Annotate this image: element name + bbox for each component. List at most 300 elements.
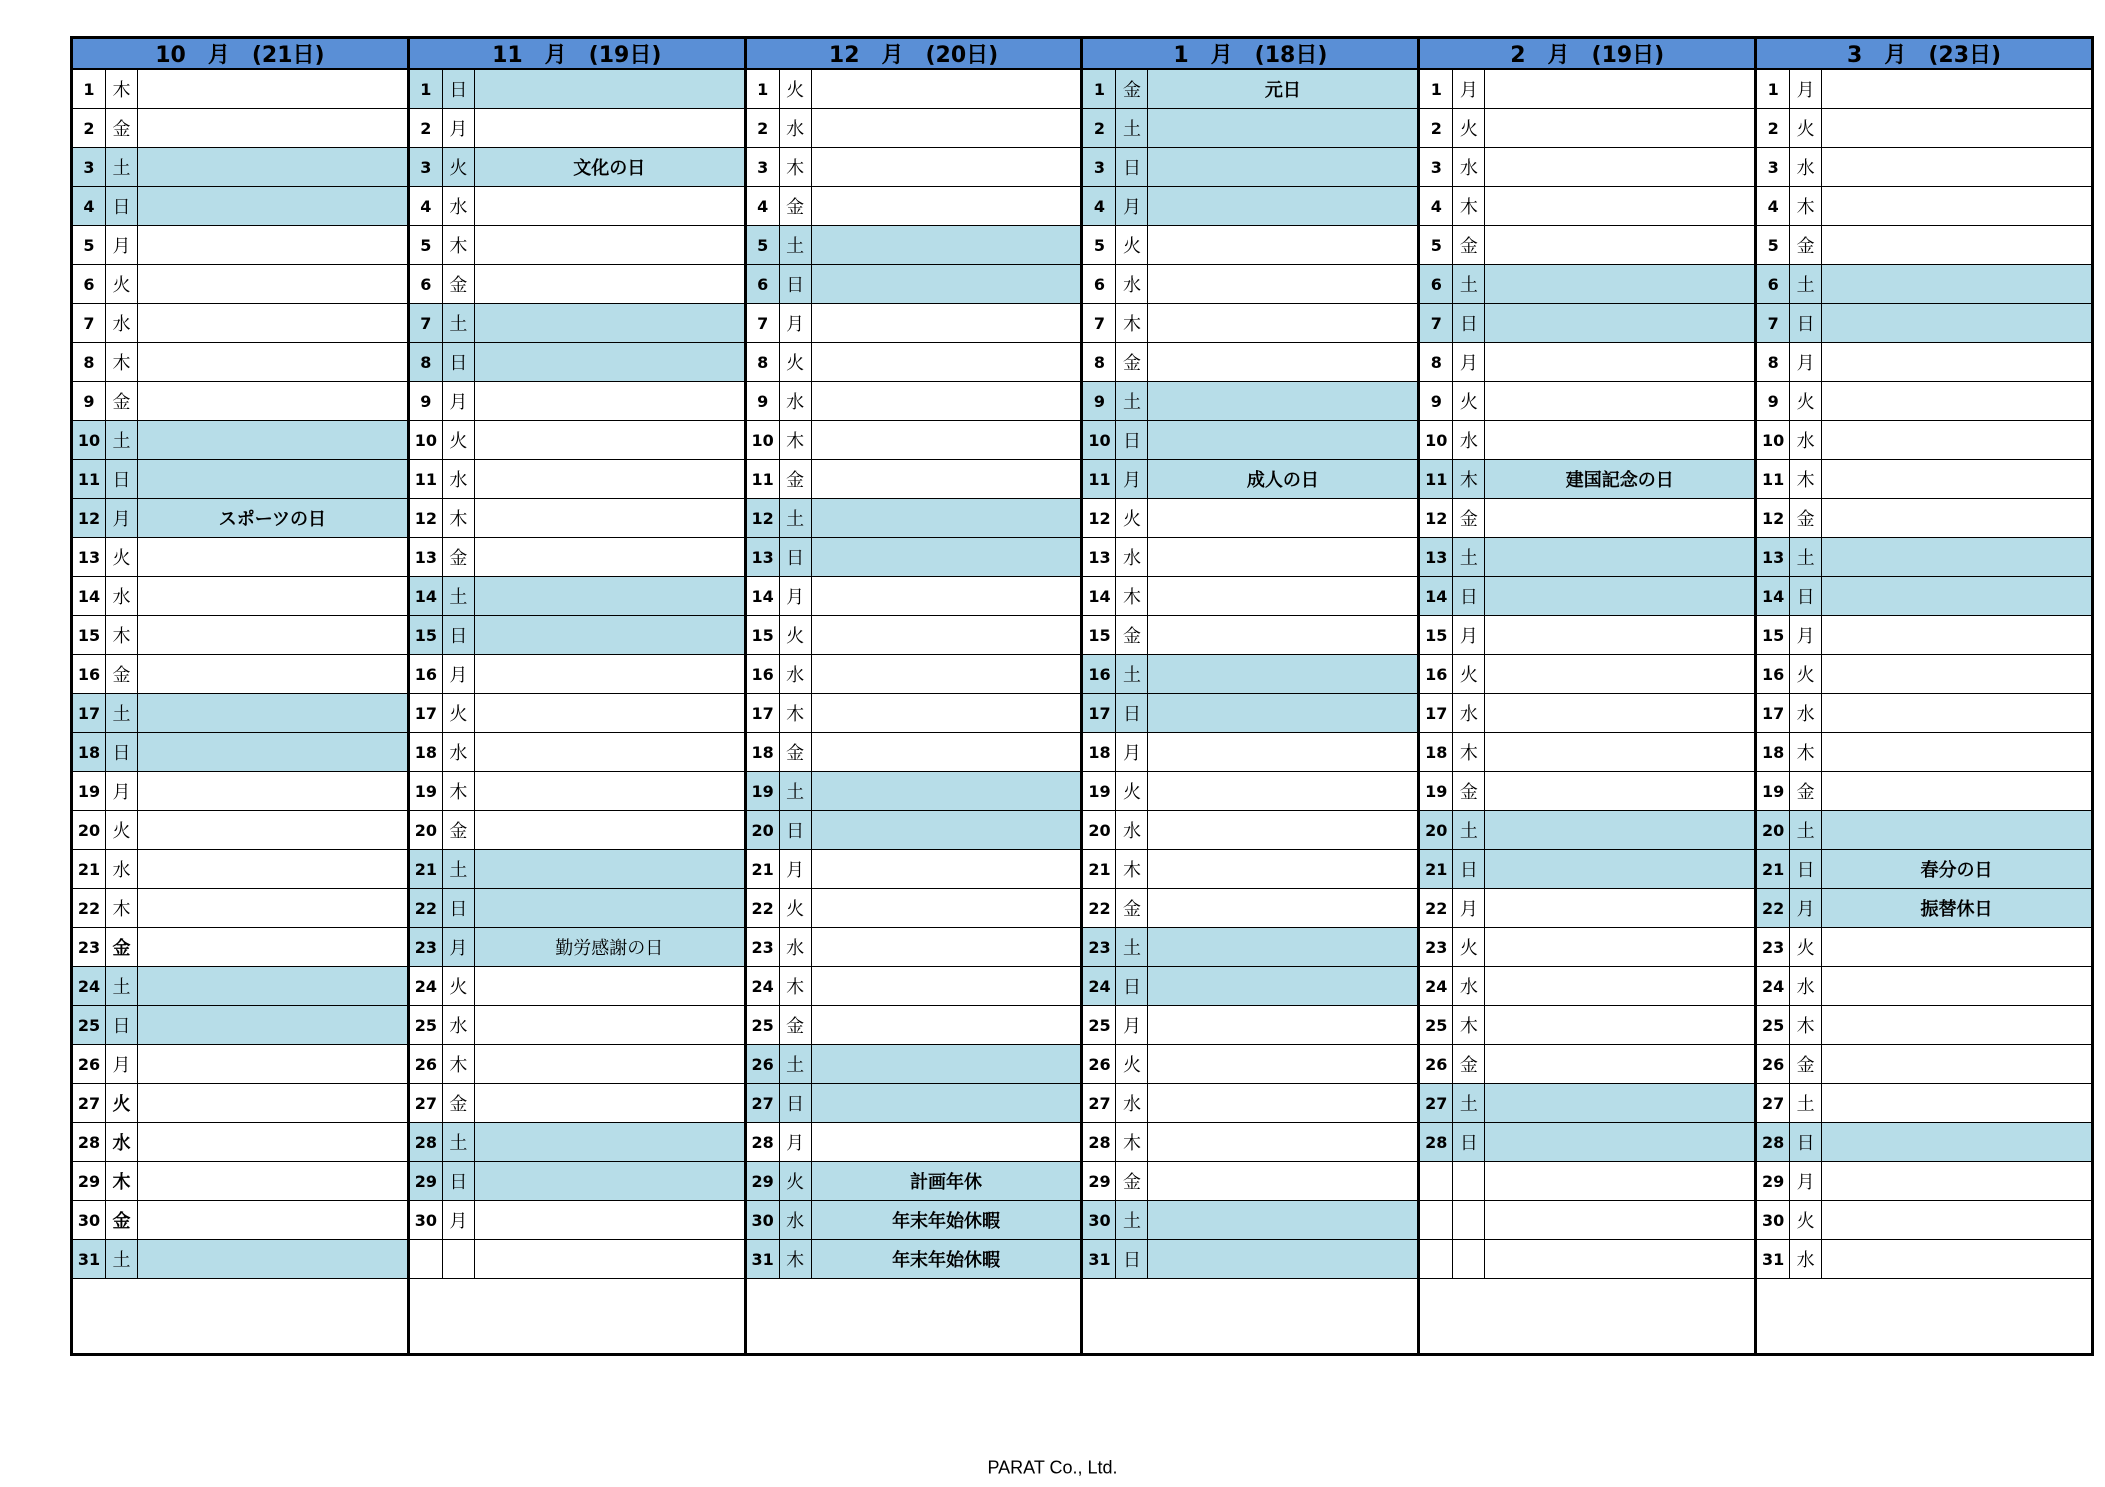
day-number: 17 — [1420, 694, 1453, 732]
weekday: 火 — [1116, 226, 1148, 264]
weekday: 土 — [106, 694, 138, 732]
day-row — [1757, 421, 2091, 460]
day-note — [1485, 889, 1754, 927]
day-row — [1757, 538, 2091, 577]
day-row — [1420, 109, 1754, 148]
weekday: 土 — [443, 850, 475, 888]
day-note — [812, 577, 1081, 615]
weekday: 火 — [780, 1162, 812, 1200]
weekday: 土 — [1116, 382, 1148, 420]
day-row — [1757, 1045, 2091, 1084]
month-header: 2 月 (19日) — [1420, 39, 1754, 70]
day-row — [1420, 1123, 1754, 1162]
month-notes-area[interactable] — [73, 1279, 407, 1353]
day-row — [73, 1045, 407, 1084]
day-note — [812, 1045, 1081, 1083]
weekday: 火 — [1790, 382, 1822, 420]
day-note — [475, 655, 744, 693]
month-notes-area[interactable] — [410, 1279, 744, 1353]
day-note: スポーツの日 — [218, 509, 327, 530]
weekday: 土 — [1116, 109, 1148, 147]
day-number: 30 — [1757, 1201, 1790, 1239]
day-note — [1485, 577, 1754, 615]
day-row — [1757, 382, 2091, 421]
day-number: 15 — [1757, 616, 1790, 654]
day-number: 29 — [1757, 1162, 1790, 1200]
weekday: 月 — [443, 382, 475, 420]
day-row — [1083, 928, 1417, 967]
day-row — [1757, 460, 2091, 499]
day-number: 15 — [747, 616, 780, 654]
day-note — [475, 421, 744, 459]
day-row — [73, 928, 407, 967]
day-number: 20 — [1420, 811, 1453, 849]
day-number: 2 — [747, 109, 780, 147]
weekday: 月 — [106, 1045, 138, 1083]
weekday: 水 — [1790, 1240, 1822, 1278]
day-number: 19 — [73, 772, 106, 810]
weekday: 木 — [1453, 733, 1485, 771]
day-row — [1420, 655, 1754, 694]
weekday: 土 — [106, 967, 138, 1005]
day-row — [747, 577, 1081, 616]
weekday: 木 — [443, 499, 475, 537]
weekday: 日 — [443, 70, 475, 108]
weekday: 水 — [1790, 967, 1822, 1005]
weekday: 土 — [1116, 928, 1148, 966]
day-number: 13 — [73, 538, 106, 576]
weekday: 水 — [1790, 694, 1822, 732]
day-number: 27 — [747, 1084, 780, 1122]
weekday: 木 — [106, 616, 138, 654]
weekday: 土 — [780, 499, 812, 537]
day-note — [138, 1240, 407, 1278]
day-number: 4 — [1420, 187, 1453, 225]
day-note — [812, 733, 1081, 771]
day-note — [138, 226, 407, 264]
month-notes-area[interactable] — [1420, 1279, 1754, 1353]
day-note — [812, 304, 1081, 342]
day-row — [1420, 1045, 1754, 1084]
weekday: 水 — [780, 109, 812, 147]
day-note — [1148, 1045, 1417, 1083]
weekday: 日 — [443, 1162, 475, 1200]
weekday: 火 — [443, 421, 475, 459]
weekday: 月 — [1453, 70, 1485, 108]
weekday: 火 — [1453, 655, 1485, 693]
weekday: 金 — [106, 109, 138, 147]
weekday: 木 — [1790, 460, 1822, 498]
day-note — [1485, 148, 1754, 186]
day-number: 7 — [747, 304, 780, 342]
weekday: 土 — [1453, 811, 1485, 849]
weekday: 火 — [106, 538, 138, 576]
weekday: 金 — [443, 1084, 475, 1122]
day-number: 29 — [410, 1162, 443, 1200]
month-header: 12 月 (20日) — [747, 39, 1081, 70]
day-number: 18 — [1757, 733, 1790, 771]
day-row — [747, 694, 1081, 733]
day-number: 18 — [73, 733, 106, 771]
day-note — [1485, 1045, 1754, 1083]
day-row — [1083, 109, 1417, 148]
day-note — [475, 577, 744, 615]
day-row — [410, 304, 744, 343]
day-row — [410, 733, 744, 772]
day-note — [1485, 109, 1754, 147]
day-number: 8 — [1420, 343, 1453, 381]
day-number: 5 — [1420, 226, 1453, 264]
weekday: 土 — [780, 772, 812, 810]
weekday: 月 — [780, 304, 812, 342]
day-number: 14 — [1757, 577, 1790, 615]
month-column — [407, 39, 744, 1353]
day-note: 計画年休 — [910, 1172, 983, 1193]
weekday: 月 — [1116, 733, 1148, 771]
day-number: 10 — [73, 421, 106, 459]
day-row — [1083, 967, 1417, 1006]
day-number: 17 — [73, 694, 106, 732]
weekday: 金 — [1453, 1045, 1485, 1083]
weekday: 月 — [1790, 889, 1822, 927]
day-row — [1420, 499, 1754, 538]
day-row — [1083, 1006, 1417, 1045]
day-row — [1757, 304, 2091, 343]
weekday: 日 — [1453, 1123, 1485, 1161]
day-number: 31 — [1083, 1240, 1116, 1278]
weekday: 水 — [1116, 1084, 1148, 1122]
day-number: 21 — [747, 850, 780, 888]
weekday: 金 — [1790, 226, 1822, 264]
day-note — [475, 733, 744, 771]
day-number: 20 — [1757, 811, 1790, 849]
weekday: 月 — [1790, 70, 1822, 108]
weekday: 日 — [1116, 967, 1148, 1005]
day-number: 17 — [747, 694, 780, 732]
day-note — [1485, 265, 1754, 303]
day-note — [812, 850, 1081, 888]
day-note — [1485, 421, 1754, 459]
day-note — [1485, 187, 1754, 225]
day-note — [475, 226, 744, 264]
day-number: 26 — [1420, 1045, 1453, 1083]
day-note — [812, 889, 1081, 927]
day-number: 26 — [747, 1045, 780, 1083]
day-number: 4 — [1083, 187, 1116, 225]
day-row — [73, 265, 407, 304]
day-row — [747, 850, 1081, 889]
day-row — [73, 694, 407, 733]
weekday: 日 — [780, 538, 812, 576]
day-number: 17 — [1757, 694, 1790, 732]
weekday: 木 — [106, 343, 138, 381]
weekday: 月 — [1116, 460, 1148, 498]
weekday: 日 — [1790, 850, 1822, 888]
day-number: 11 — [1083, 460, 1116, 498]
day-note — [1822, 109, 2091, 147]
day-number: 27 — [1083, 1084, 1116, 1122]
day-note — [812, 538, 1081, 576]
day-number — [1420, 1240, 1453, 1278]
day-note — [475, 343, 744, 381]
day-note — [1485, 850, 1754, 888]
day-note — [812, 382, 1081, 420]
month-column — [744, 39, 1081, 1353]
weekday: 月 — [1790, 616, 1822, 654]
day-number: 14 — [73, 577, 106, 615]
day-row — [1420, 187, 1754, 226]
weekday: 日 — [106, 733, 138, 771]
day-note — [1485, 928, 1754, 966]
month-header: 1 月 (18日) — [1083, 39, 1417, 70]
day-row — [73, 187, 407, 226]
weekday: 木 — [443, 1045, 475, 1083]
weekday: 土 — [106, 421, 138, 459]
day-number: 19 — [1083, 772, 1116, 810]
day-note — [1485, 1201, 1754, 1239]
day-note — [1822, 1123, 2091, 1161]
day-number: 20 — [73, 811, 106, 849]
day-row — [1083, 421, 1417, 460]
day-number: 23 — [73, 928, 106, 966]
day-note — [812, 1006, 1081, 1044]
day-number: 11 — [410, 460, 443, 498]
day-number: 14 — [1083, 577, 1116, 615]
day-row — [73, 304, 407, 343]
month-notes-area[interactable] — [1757, 1279, 2091, 1353]
day-row — [1083, 655, 1417, 694]
day-row — [1420, 1201, 1754, 1240]
day-row — [1757, 850, 2091, 889]
day-row — [1757, 889, 2091, 928]
weekday: 木 — [1453, 460, 1485, 498]
day-note — [138, 187, 407, 225]
day-row — [410, 538, 744, 577]
day-row — [1757, 1123, 2091, 1162]
weekday: 土 — [1453, 1084, 1485, 1122]
day-row — [1420, 265, 1754, 304]
day-row — [747, 1201, 1081, 1240]
day-note — [1148, 733, 1417, 771]
day-note — [1485, 1123, 1754, 1161]
day-note — [1148, 928, 1417, 966]
day-note — [475, 265, 744, 303]
weekday: 金 — [780, 460, 812, 498]
day-row — [1083, 265, 1417, 304]
day-note — [1148, 967, 1417, 1005]
day-note — [812, 616, 1081, 654]
day-note — [1148, 1006, 1417, 1044]
day-note — [1148, 850, 1417, 888]
day-number: 25 — [1420, 1006, 1453, 1044]
weekday: 火 — [780, 70, 812, 108]
day-number: 2 — [1083, 109, 1116, 147]
day-note — [1148, 889, 1417, 927]
day-row — [410, 1045, 744, 1084]
day-number: 3 — [73, 148, 106, 186]
day-number: 18 — [1420, 733, 1453, 771]
day-row — [1757, 811, 2091, 850]
day-note — [1485, 70, 1754, 108]
day-note — [1148, 1240, 1417, 1278]
day-row — [1757, 343, 2091, 382]
day-number: 14 — [410, 577, 443, 615]
day-note — [138, 421, 407, 459]
day-number: 24 — [747, 967, 780, 1005]
day-row — [747, 343, 1081, 382]
day-note: 成人の日 — [1246, 470, 1319, 491]
day-row — [73, 616, 407, 655]
day-row — [747, 109, 1081, 148]
weekday: 水 — [1790, 421, 1822, 459]
day-number: 30 — [747, 1201, 780, 1239]
day-row — [410, 109, 744, 148]
day-row — [747, 1006, 1081, 1045]
day-row — [1757, 1084, 2091, 1123]
day-note — [1485, 538, 1754, 576]
day-number: 27 — [1420, 1084, 1453, 1122]
day-row — [1083, 694, 1417, 733]
day-number: 26 — [73, 1045, 106, 1083]
weekday: 水 — [106, 1123, 138, 1161]
day-note — [1822, 1201, 2091, 1239]
day-number: 15 — [1420, 616, 1453, 654]
day-row — [747, 928, 1081, 967]
day-note: 年末年始休暇 — [892, 1211, 1001, 1232]
weekday: 土 — [1453, 538, 1485, 576]
day-number: 6 — [1757, 265, 1790, 303]
day-row — [410, 1006, 744, 1045]
weekday: 日 — [1790, 1123, 1822, 1161]
day-note: 春分の日 — [1920, 860, 1993, 881]
weekday: 土 — [443, 1123, 475, 1161]
day-number: 3 — [410, 148, 443, 186]
day-number: 23 — [410, 928, 443, 966]
weekday: 木 — [443, 772, 475, 810]
weekday: 木 — [1116, 304, 1148, 342]
day-note — [138, 148, 407, 186]
day-note — [812, 1123, 1081, 1161]
day-note — [138, 343, 407, 381]
day-note — [1822, 1240, 2091, 1278]
day-row — [1757, 577, 2091, 616]
weekday — [1453, 1162, 1485, 1200]
weekday: 火 — [780, 616, 812, 654]
weekday: 日 — [1790, 304, 1822, 342]
day-row — [73, 655, 407, 694]
day-number: 15 — [410, 616, 443, 654]
day-number: 24 — [1420, 967, 1453, 1005]
day-row — [73, 421, 407, 460]
day-row — [1757, 109, 2091, 148]
day-note — [1485, 499, 1754, 537]
day-row — [747, 1240, 1081, 1279]
weekday: 金 — [443, 265, 475, 303]
day-note — [1148, 577, 1417, 615]
month-column — [1417, 39, 1754, 1353]
day-row — [73, 889, 407, 928]
weekday: 水 — [780, 655, 812, 693]
day-row — [73, 226, 407, 265]
day-number: 21 — [1083, 850, 1116, 888]
day-row — [1420, 616, 1754, 655]
weekday: 月 — [443, 928, 475, 966]
day-row — [410, 616, 744, 655]
weekday: 日 — [1790, 577, 1822, 615]
day-row — [73, 967, 407, 1006]
day-number: 1 — [1083, 70, 1116, 108]
day-note — [1148, 421, 1417, 459]
weekday: 日 — [1116, 421, 1148, 459]
day-note — [1822, 70, 2091, 108]
day-row — [1083, 889, 1417, 928]
company-footer: PARAT Co., Ltd. — [987, 1457, 1118, 1478]
day-row — [747, 1045, 1081, 1084]
day-note — [1148, 694, 1417, 732]
day-number: 19 — [1420, 772, 1453, 810]
day-note — [475, 1201, 744, 1239]
day-number: 3 — [1420, 148, 1453, 186]
weekday: 水 — [1453, 694, 1485, 732]
day-number: 14 — [747, 577, 780, 615]
day-number: 21 — [1420, 850, 1453, 888]
day-number: 24 — [1083, 967, 1116, 1005]
day-number: 25 — [73, 1006, 106, 1044]
annual-calendar — [70, 36, 2094, 1356]
day-note — [1822, 304, 2091, 342]
day-note — [1148, 382, 1417, 420]
day-note — [475, 967, 744, 1005]
day-note — [1485, 1162, 1754, 1200]
day-number: 13 — [410, 538, 443, 576]
day-note — [812, 265, 1081, 303]
day-number: 12 — [1420, 499, 1453, 537]
weekday: 火 — [443, 694, 475, 732]
day-number: 10 — [1757, 421, 1790, 459]
day-row — [410, 148, 744, 187]
day-row — [1757, 694, 2091, 733]
day-number: 10 — [1420, 421, 1453, 459]
day-row — [410, 577, 744, 616]
day-row — [747, 967, 1081, 1006]
weekday: 日 — [1453, 850, 1485, 888]
day-number: 11 — [1757, 460, 1790, 498]
weekday: 月 — [1453, 343, 1485, 381]
weekday: 金 — [780, 1006, 812, 1044]
weekday: 金 — [443, 811, 475, 849]
day-row — [1420, 70, 1754, 109]
month-notes-area[interactable] — [1083, 1279, 1417, 1353]
weekday: 金 — [106, 655, 138, 693]
weekday: 土 — [1790, 1084, 1822, 1122]
day-number: 8 — [1083, 343, 1116, 381]
weekday: 木 — [1790, 187, 1822, 225]
day-row — [1083, 460, 1417, 499]
month-notes-area[interactable] — [747, 1279, 1081, 1353]
weekday — [1453, 1240, 1485, 1278]
day-row — [1420, 226, 1754, 265]
day-row — [1083, 70, 1417, 109]
day-number: 13 — [1757, 538, 1790, 576]
day-number: 7 — [410, 304, 443, 342]
day-number: 3 — [1757, 148, 1790, 186]
day-note — [138, 928, 407, 966]
weekday: 水 — [106, 850, 138, 888]
day-number: 4 — [73, 187, 106, 225]
day-number: 8 — [747, 343, 780, 381]
day-row — [1757, 967, 2091, 1006]
day-note — [1148, 772, 1417, 810]
